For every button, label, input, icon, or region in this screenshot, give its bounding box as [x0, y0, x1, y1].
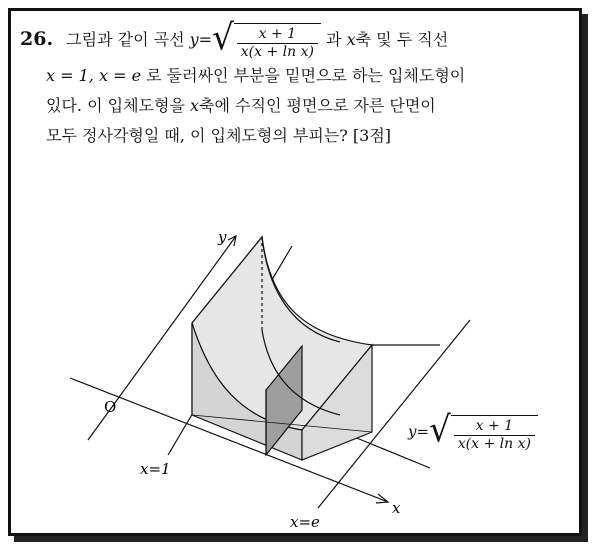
text-segment: 과 — [326, 30, 342, 49]
radical-sign: √ — [429, 408, 451, 451]
var-x: x — [190, 96, 200, 115]
equals-sign: = — [198, 30, 213, 49]
text-segment: 모두 정사각형일 때, 이 입체도형의 부피는? [3점] — [46, 126, 392, 145]
curve-denominator: x(x + ln x) — [457, 436, 531, 452]
origin-label: O — [104, 398, 117, 416]
line-x-equals-1: x = 1, — [46, 66, 94, 85]
problem-number: 26. — [20, 28, 54, 50]
line-x-equals-e: x = e — [98, 66, 142, 85]
var-y: y — [189, 30, 199, 49]
x-axis-label: x — [392, 499, 401, 517]
curve-label-eq: = — [416, 422, 430, 441]
x-equals-e-label: x=e — [290, 513, 320, 531]
text-segment: 로 둘러싸인 부분을 밑면으로 하는 입체도형이 — [146, 66, 466, 85]
fraction-denominator: x(x + ln x) — [240, 44, 314, 60]
y-axis-label: y — [218, 228, 227, 246]
curve-sqrt — [429, 408, 538, 453]
text-segment: 축에 수직인 평면으로 자른 단면이 — [199, 96, 436, 115]
radical-sign: √ — [212, 16, 234, 59]
curve-label-y: y — [408, 422, 417, 441]
text-segment: 있다. 이 입체도형을 — [46, 96, 185, 115]
text-segment: 그림과 같이 곡선 — [66, 30, 185, 49]
curve-numerator: x + 1 — [454, 418, 535, 436]
var-x: x — [346, 30, 356, 49]
text-segment: 축 및 두 직선 — [355, 30, 449, 49]
fraction-numerator: x + 1 — [237, 26, 318, 44]
curve-equation-label — [408, 408, 538, 453]
curve-fraction — [454, 418, 535, 453]
x-equals-1-label: x=1 — [140, 460, 171, 478]
